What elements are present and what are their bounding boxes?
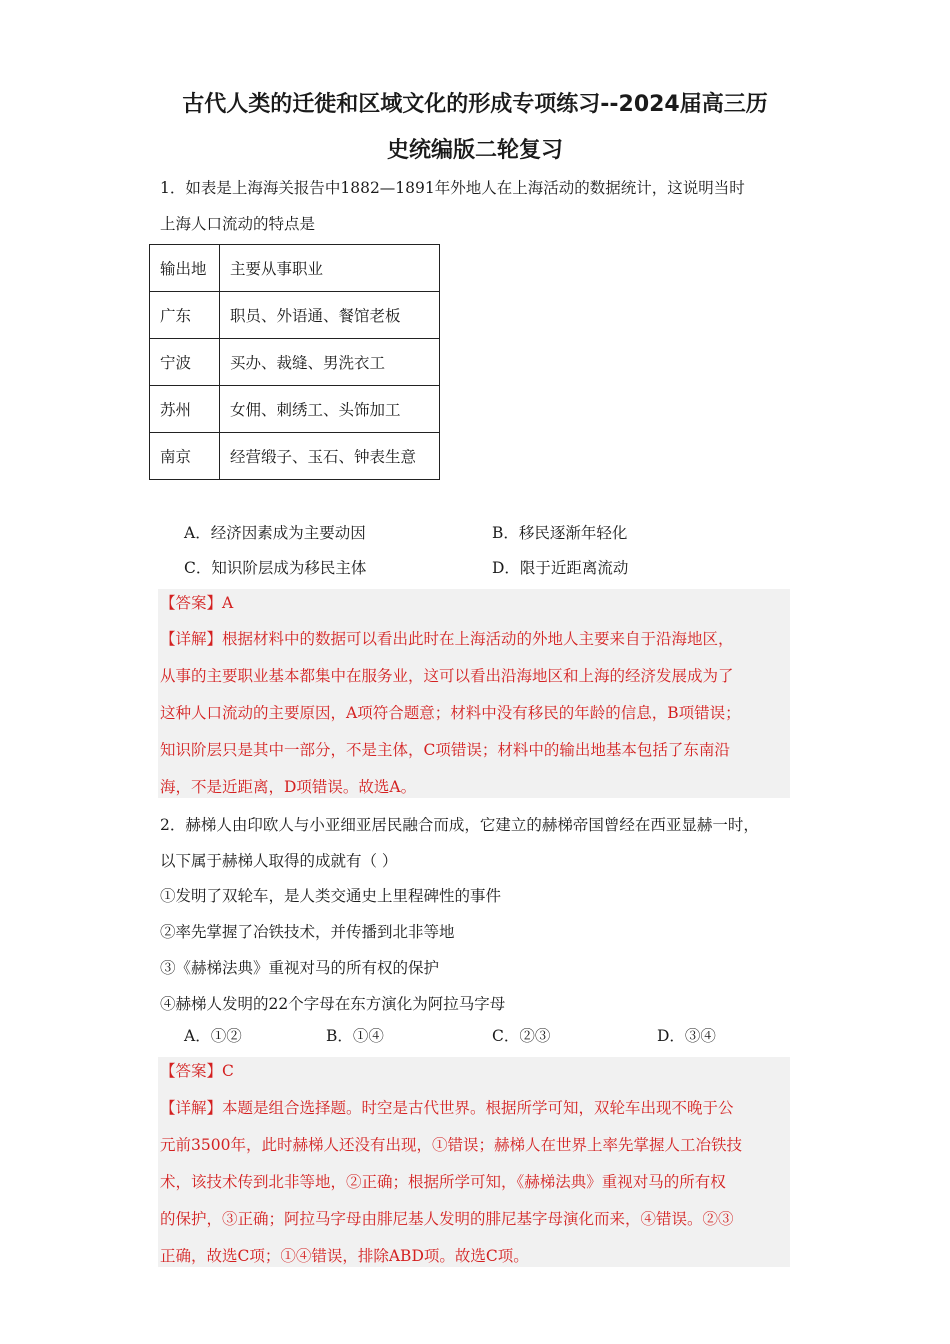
- question-1-source-table: [149, 244, 440, 480]
- question-1-explain-line: 从事的主要职业基本都集中在服务业，这可以看出沿海地区和上海的经济发展成为了: [160, 667, 734, 685]
- question-1-stem: [160, 170, 800, 242]
- table-header-cell: 主要从事职业: [220, 245, 440, 292]
- question-1-explain-line: 海，不是近距离，D项错误。故选A。: [160, 778, 417, 796]
- table-row: [150, 433, 440, 480]
- table-cell-occupation: 女佣、刺绣工、头饰加工: [220, 386, 440, 433]
- table-cell-origin: 苏州: [150, 386, 220, 433]
- question-1-explain-line: 知识阶层只是其中一部分，不是主体，C项错误；材料中的输出地基本包括了东南沿: [160, 741, 730, 759]
- question-2-option-b: B．①④: [326, 1027, 384, 1045]
- question-1-explain-line: 这种人口流动的主要原因，A项符合题意；材料中没有移民的年龄的信息，B项错误；: [160, 704, 741, 722]
- question-2-explain-line: 的保护，③正确；阿拉马字母由腓尼基人发明的腓尼基字母演化而来，④错误。②③: [160, 1210, 734, 1228]
- question-1-explain-line: 【详解】根据材料中的数据可以看出此时在上海活动的外地人主要来自于沿海地区，: [160, 630, 734, 648]
- question-1-stem-line-1: 1．如表是上海海关报告中1882—1891年外地人在上海活动的数据统计，这说明当时: [160, 179, 745, 197]
- question-2-stem: [160, 807, 800, 879]
- question-1-option-d: D．限于近距离流动: [492, 559, 629, 577]
- table-cell-origin: 宁波: [150, 339, 220, 386]
- question-2-answer-box: [158, 1057, 790, 1267]
- table-cell-origin: 南京: [150, 433, 220, 480]
- question-1-stem-line-2: 上海人口流动的特点是: [160, 215, 316, 233]
- question-2-explain-line: 【详解】本题是组合选择题。时空是古代世界。根据所学可知，双轮车出现不晚于公: [160, 1099, 734, 1117]
- table-row: [150, 339, 440, 386]
- question-2-option-d: D．③④: [657, 1027, 716, 1045]
- question-1-option-c: C．知识阶层成为移民主体: [184, 559, 367, 577]
- question-2-item: ②率先掌握了冶铁技术，并传播到北非等地: [160, 923, 455, 941]
- table-cell-occupation: 买办、裁缝、男洗衣工: [220, 339, 440, 386]
- table-header-row: [150, 245, 440, 292]
- question-1-answer: 【答案】A: [160, 594, 234, 612]
- question-1-answer-box: [158, 589, 790, 798]
- question-2-option-a: A．①②: [184, 1027, 242, 1045]
- title-line-2: 史统编版二轮复习: [386, 138, 563, 163]
- table-cell-occupation: 职员、外语通、餐馆老板: [220, 292, 440, 339]
- question-1-option-a: A．经济因素成为主要动因: [184, 524, 366, 542]
- question-2-stem-line-2: 以下属于赫梯人取得的成就有（ ）: [160, 852, 398, 870]
- table-row: [150, 386, 440, 433]
- table-cell-occupation: 经营缎子、玉石、钟表生意: [220, 433, 440, 480]
- title-line-1: 古代人类的迁徙和区域文化的形成专项练习--2024届高三历: [182, 92, 768, 117]
- table-header-cell: 输出地: [150, 245, 220, 292]
- question-1-option-b: B．移民逐渐年轻化: [492, 524, 628, 542]
- question-2-explain-line: 术，该技术传到北非等地，②正确；根据所学可知，《赫梯法典》重视对马的所有权: [160, 1173, 726, 1191]
- table-row: [150, 292, 440, 339]
- question-2-answer: 【答案】C: [160, 1062, 234, 1080]
- question-2-item: ③《赫梯法典》重视对马的所有权的保护: [160, 959, 440, 977]
- question-2-option-c: C．②③: [492, 1027, 551, 1045]
- question-2-explain-line: 元前3500年，此时赫梯人还没有出现，①错误；赫梯人在世界上率先掌握人工冶铁技: [160, 1136, 742, 1154]
- table-cell-origin: 广东: [150, 292, 220, 339]
- question-2-explain-line: 正确，故选C项；①④错误，排除ABD项。故选C项。: [160, 1247, 529, 1265]
- question-2-items: [160, 878, 800, 1022]
- question-2-item: ①发明了双轮车，是人类交通史上里程碑性的事件: [160, 887, 502, 905]
- question-2-stem-line-1: 2．赫梯人由印欧人与小亚细亚居民融合而成，它建立的赫梯帝国曾经在西亚显赫一时，: [160, 816, 759, 834]
- document-title: [150, 82, 800, 174]
- question-2-item: ④赫梯人发明的22个字母在东方演化为阿拉马字母: [160, 995, 506, 1013]
